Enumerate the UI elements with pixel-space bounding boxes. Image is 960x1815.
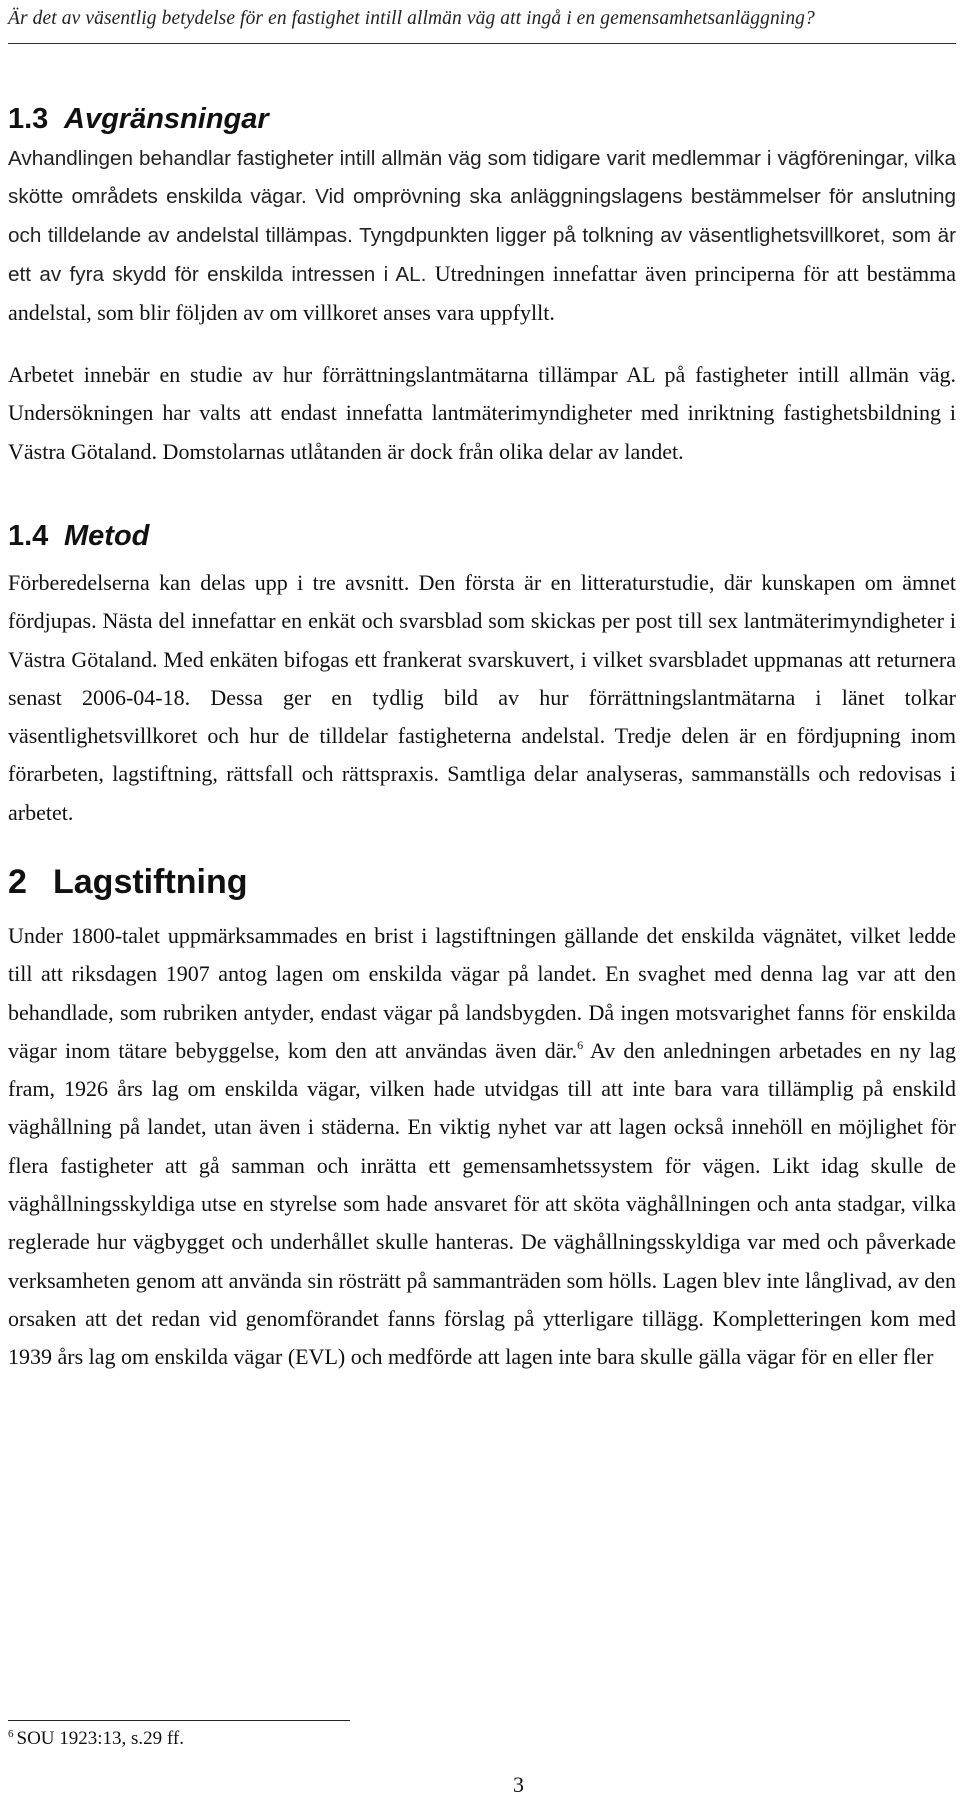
section-title: Metod <box>64 520 150 552</box>
paragraph-text: Avhandlingen behandlar fastigheter intill allmän väg som tidigare varit medlemmar i vägföreningar, vilka skötte områdets enskilda vägar. Vid omprövning ska anläggningslagens bestämmelser för anslutning och tilldelande av andelstal tillämpas. Tyngdpunkten ligger på tolkning av väsentlighetsvillkoret, som är ett av fyra skydd för enskilda intressen i AL. <box>8 147 956 286</box>
chapter-heading-2 <box>8 863 248 902</box>
document-page <box>8 0 956 1815</box>
section-number: 1.4 <box>8 520 49 552</box>
page-number: 3 <box>513 1772 524 1797</box>
footnote-text: SOU 1923:13, s.29 ff. <box>16 1728 184 1749</box>
paragraph-avgransningar-2: Arbetet innebär en studie av hur förrättningslantmätarna tillämpar AL på fastigheter intill allmän väg. Undersökningen har valts att endast innefatta lantmäterimyndigheter med inriktning fastighetsbildning i Västra Götaland. Domstolarnas utlåtanden är dock från olika delar av landet. <box>8 362 956 464</box>
paragraph-metod: Förberedelserna kan delas upp i tre avsnitt. Den första är en litteraturstudie, där kunskapen om ämnet fördjupas. Nästa del innefattar en enkät och svarsblad som skickas per post till sex lantmäterimyndigheter i Västra Götaland. Med enkäten bifogas ett frankerat svarskuvert, i vilket svarsbladet uppmanas att returnera senast 2006-04-18. Dessa ger en tydlig bild av hur förrättningslantmätarna i länet tolkar väsentlighetsvillkoret och hur de tilldelar fastigheterna andelstal. Tredje delen är en fördjupning inom förarbeten, lagstiftning, rättsfall och rättspraxis. Samtliga delar analyseras, sammanställs och redovisas i arbetet. <box>8 570 956 825</box>
chapter-number: 2 <box>8 863 27 901</box>
footnote-rule <box>8 1720 350 1721</box>
section-heading-1-3 <box>8 103 269 136</box>
chapter-title: Lagstiftning <box>53 863 248 901</box>
header-rule <box>8 43 956 44</box>
section-heading-1-4 <box>8 520 149 553</box>
paragraph-text-continued: Av den anledningen arbetades en ny lag fram, 1926 års lag om enskilda vägar, vilken hade utvidgas till att inte bara vara tillämplig på enskild väghållning på landet, utan även i städerna. En viktig nyhet var att lagen också innehöll en möjlighet för flera fastigheter att gå samman och inrätta ett gemensamhetssystem för vägen. Likt idag skulle de väghållningsskyldiga utse en styrelse som hade ansvaret för att sköta väghållningen och anta stadgar, vilka reglerade hur vägbygget och underhållet skulle hanteras. De väghållningsskyldiga var med och påverkade verksamheten genom att använda sin rösträtt på sammanträden som hölls. Lagen blev inte långlivad, av den orsaken att det redan vid genomförandet fanns förslag på ytterligare tillägg. Kompletteringen kom med 1939 års lag om enskilda vägar (EVL) och medförde att lagen inte bara skulle gälla vägar för en eller fler <box>8 1037 956 1370</box>
paragraph-text-continued: Utredningen innefattar även principerna för att bestämma andelstal, som blir följden av om villkoret anses vara uppfyllt. <box>8 260 956 326</box>
footnote-mark: 6 <box>8 1728 14 1740</box>
section-title: Avgränsningar <box>64 103 269 135</box>
footnote <box>8 1728 184 1750</box>
paragraph-avgransningar-1 <box>8 140 956 333</box>
section-number: 1.3 <box>8 103 49 135</box>
running-header: Är det av väsentlig betydelse för en fastighet intill allmän väg att ingå i en gemensamhetsanläggning? <box>8 8 815 29</box>
paragraph-lagstiftning <box>8 917 956 1377</box>
footnote-reference[interactable]: 6 <box>577 1037 584 1052</box>
paragraph-text: Under 1800-talet uppmärksammades en brist i lagstiftningen gällande det enskilda vägnätet, vilket ledde till att riksdagen 1907 antog lagen om enskilda vägar på landet. En svaghet med denna lag var att den behandlade, som rubriken antyder, endast vägar på landsbygden. Då ingen motsvarighet fanns för enskilda vägar inom tätare bebyggelse, kom den att användas även där. <box>8 923 956 1063</box>
